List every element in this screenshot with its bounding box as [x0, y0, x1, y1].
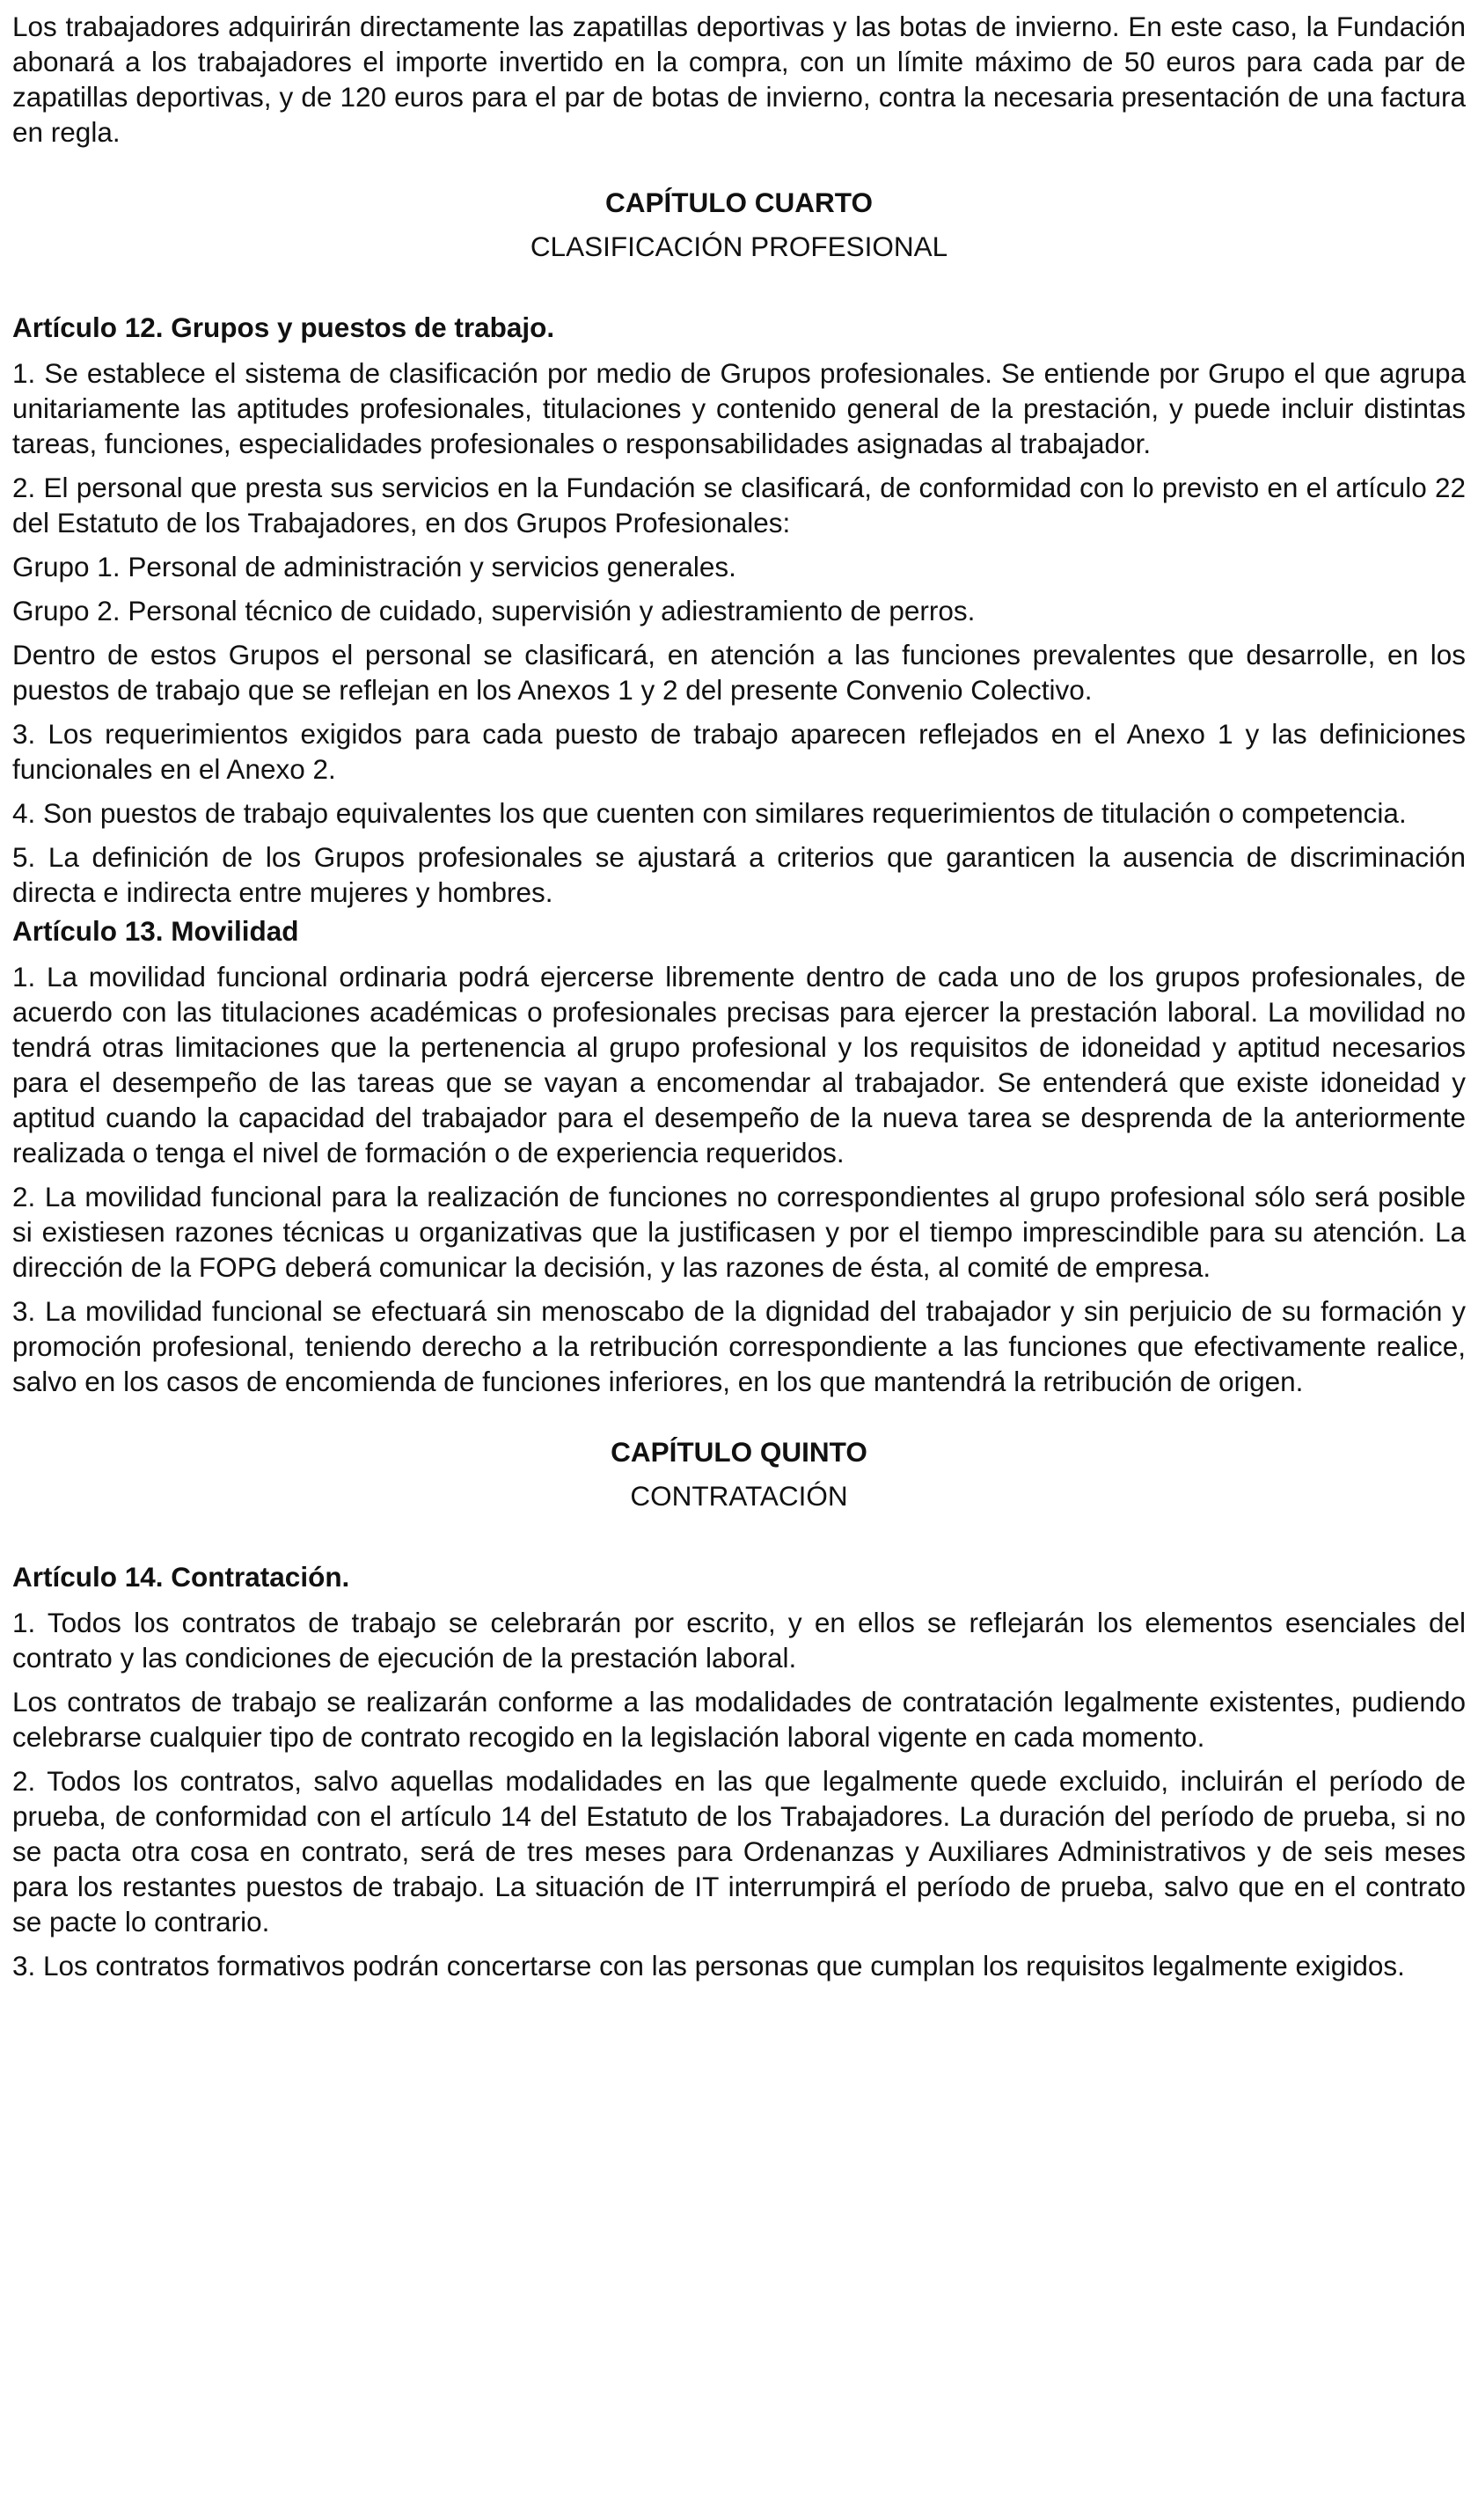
- article-14: [12, 1559, 1466, 1983]
- article-13: [12, 913, 1466, 1399]
- article-12-paragraph: Dentro de estos Grupos el personal se clasificará, en atención a las funciones prevalentes que desarrolle, en los puestos de trabajo que se reflejan en los Anexos 1 y 2 del presente Convenio Colectivo.: [12, 639, 1466, 706]
- article-12-paragraph: 1. Se establece el sistema de clasificación por medio de Grupos profesionales. Se entiende por Grupo el que agrupa unitariamente las aptitudes profesionales, titulaciones y contenido general de la prestación, y puede incluir distintas tareas, funciones, especialidades profesionales o responsabilidades asignadas al trabajador.: [12, 357, 1466, 459]
- article-12-paragraph: 2. El personal que presta sus servicios en la Fundación se clasificará, de conformidad con lo previsto en el artículo 22 del Estatuto de los Trabajadores, en dos Grupos Profesionales:: [12, 472, 1466, 538]
- article-13-paragraph: 3. La movilidad funcional se efectuará sin menoscabo de la dignidad del trabajador y sin perjuicio de su formación y promoción profesional, teniendo derecho a la retribución correspondiente a las funciones que efectivamente realice, salvo en los casos de encomienda de funciones inferiores, en los que mantendrá la retribución de origen.: [12, 1295, 1466, 1397]
- chapter-4-title: CAPÍTULO CUARTO: [605, 187, 873, 218]
- article-13-paragraph: 1. La movilidad funcional ordinaria podrá ejercerse libremente dentro de cada uno de los grupos profesionales, de acuerdo con las titulaciones académicas o profesionales precisas para ejercer la prestación laboral. La movilidad no tendrá otras limitaciones que la pertenencia al grupo profesional y los requisitos de idoneidad y aptitud necesarios para el desempeño de las tareas que se vayan a encomendar al trabajador. Se entenderá que existe idoneidad y aptitud cuando la capacidad del trabajador para el desempeño de la nueva tarea se desprenda de la anteriormente realizada o tenga el nivel de formación o de experiencia requeridos.: [12, 961, 1466, 1168]
- document-page: [12, 9, 1466, 1983]
- article-14-paragraph: 1. Todos los contratos de trabajo se celebrarán por escrito, y en ellos se reflejarán los elementos esenciales del contrato y las condiciones de ejecución de la prestación laboral.: [12, 1607, 1466, 1674]
- article-14-paragraph: Los contratos de trabajo se realizarán conforme a las modalidades de contratación legalmente existentes, pudiendo celebrarse cualquier tipo de contrato recogido en la legislación laboral vigente en cada momento.: [12, 1686, 1466, 1753]
- chapter-5-title: CAPÍTULO QUINTO: [611, 1436, 867, 1468]
- article-12-paragraph: 4. Son puestos de trabajo equivalentes los que cuenten con similares requerimientos de titulación o competencia.: [12, 797, 1407, 829]
- article-14-title: Artículo 14. Contratación.: [12, 1561, 350, 1593]
- article-12-paragraph: 3. Los requerimientos exigidos para cada puesto de trabajo aparecen reflejados en el Anexo 1 y las definiciones funcionales en el Anexo 2.: [12, 718, 1466, 785]
- article-13-paragraph: 2. La movilidad funcional para la realización de funciones no correspondientes al grupo profesional sólo será posible si existiesen razones técnicas u organizativas que la justificasen y por el tiempo imprescindible para su atención. La dirección de la FOPG deberá comunicar la decisión, y las razones de ésta, al comité de empresa.: [12, 1181, 1466, 1283]
- article-12: [12, 310, 1466, 910]
- intro-paragraph: Los trabajadores adquirirán directamente las zapatillas deportivas y las botas de invierno. En este caso, la Fundación abonará a los trabajadores el importe invertido en la compra, con un límite máximo de 50 euros para cada par de zapatillas deportivas, y de 120 euros para el par de botas de invierno, contra la necesaria presentación de una factura en regla.: [12, 11, 1466, 148]
- article-12-group-1: Grupo 1. Personal de administración y servicios generales.: [12, 551, 736, 582]
- article-14-paragraph: 3. Los contratos formativos podrán concertarse con las personas que cumplan los requisitos legalmente exigidos.: [12, 1950, 1405, 1982]
- article-13-title: Artículo 13. Movilidad: [12, 915, 299, 947]
- chapter-5-subtitle: CONTRATACIÓN: [630, 1480, 848, 1512]
- article-12-paragraph: 5. La definición de los Grupos profesionales se ajustará a criterios que garanticen la ausencia de discriminación directa e indirecta entre mujeres y hombres.: [12, 841, 1466, 908]
- article-14-paragraph: 2. Todos los contratos, salvo aquellas modalidades en las que legalmente quede excluido, incluirán el período de prueba, de conformidad con el artículo 14 del Estatuto de los Trabajadores. La duración del período de prueba, si no se pacta otra cosa en contrato, será de tres meses para Ordenanzas y Auxiliares Administrativos y de seis meses para los restantes puestos de trabajo. La situación de IT interrumpirá el período de prueba, salvo que en el contrato se pacte lo contrario.: [12, 1765, 1466, 1938]
- article-12-title: Artículo 12. Grupos y puestos de trabajo.: [12, 311, 555, 343]
- chapter-4-subtitle: CLASIFICACIÓN PROFESIONAL: [530, 231, 948, 262]
- article-12-group-2: Grupo 2. Personal técnico de cuidado, supervisión y adiestramiento de perros.: [12, 595, 976, 626]
